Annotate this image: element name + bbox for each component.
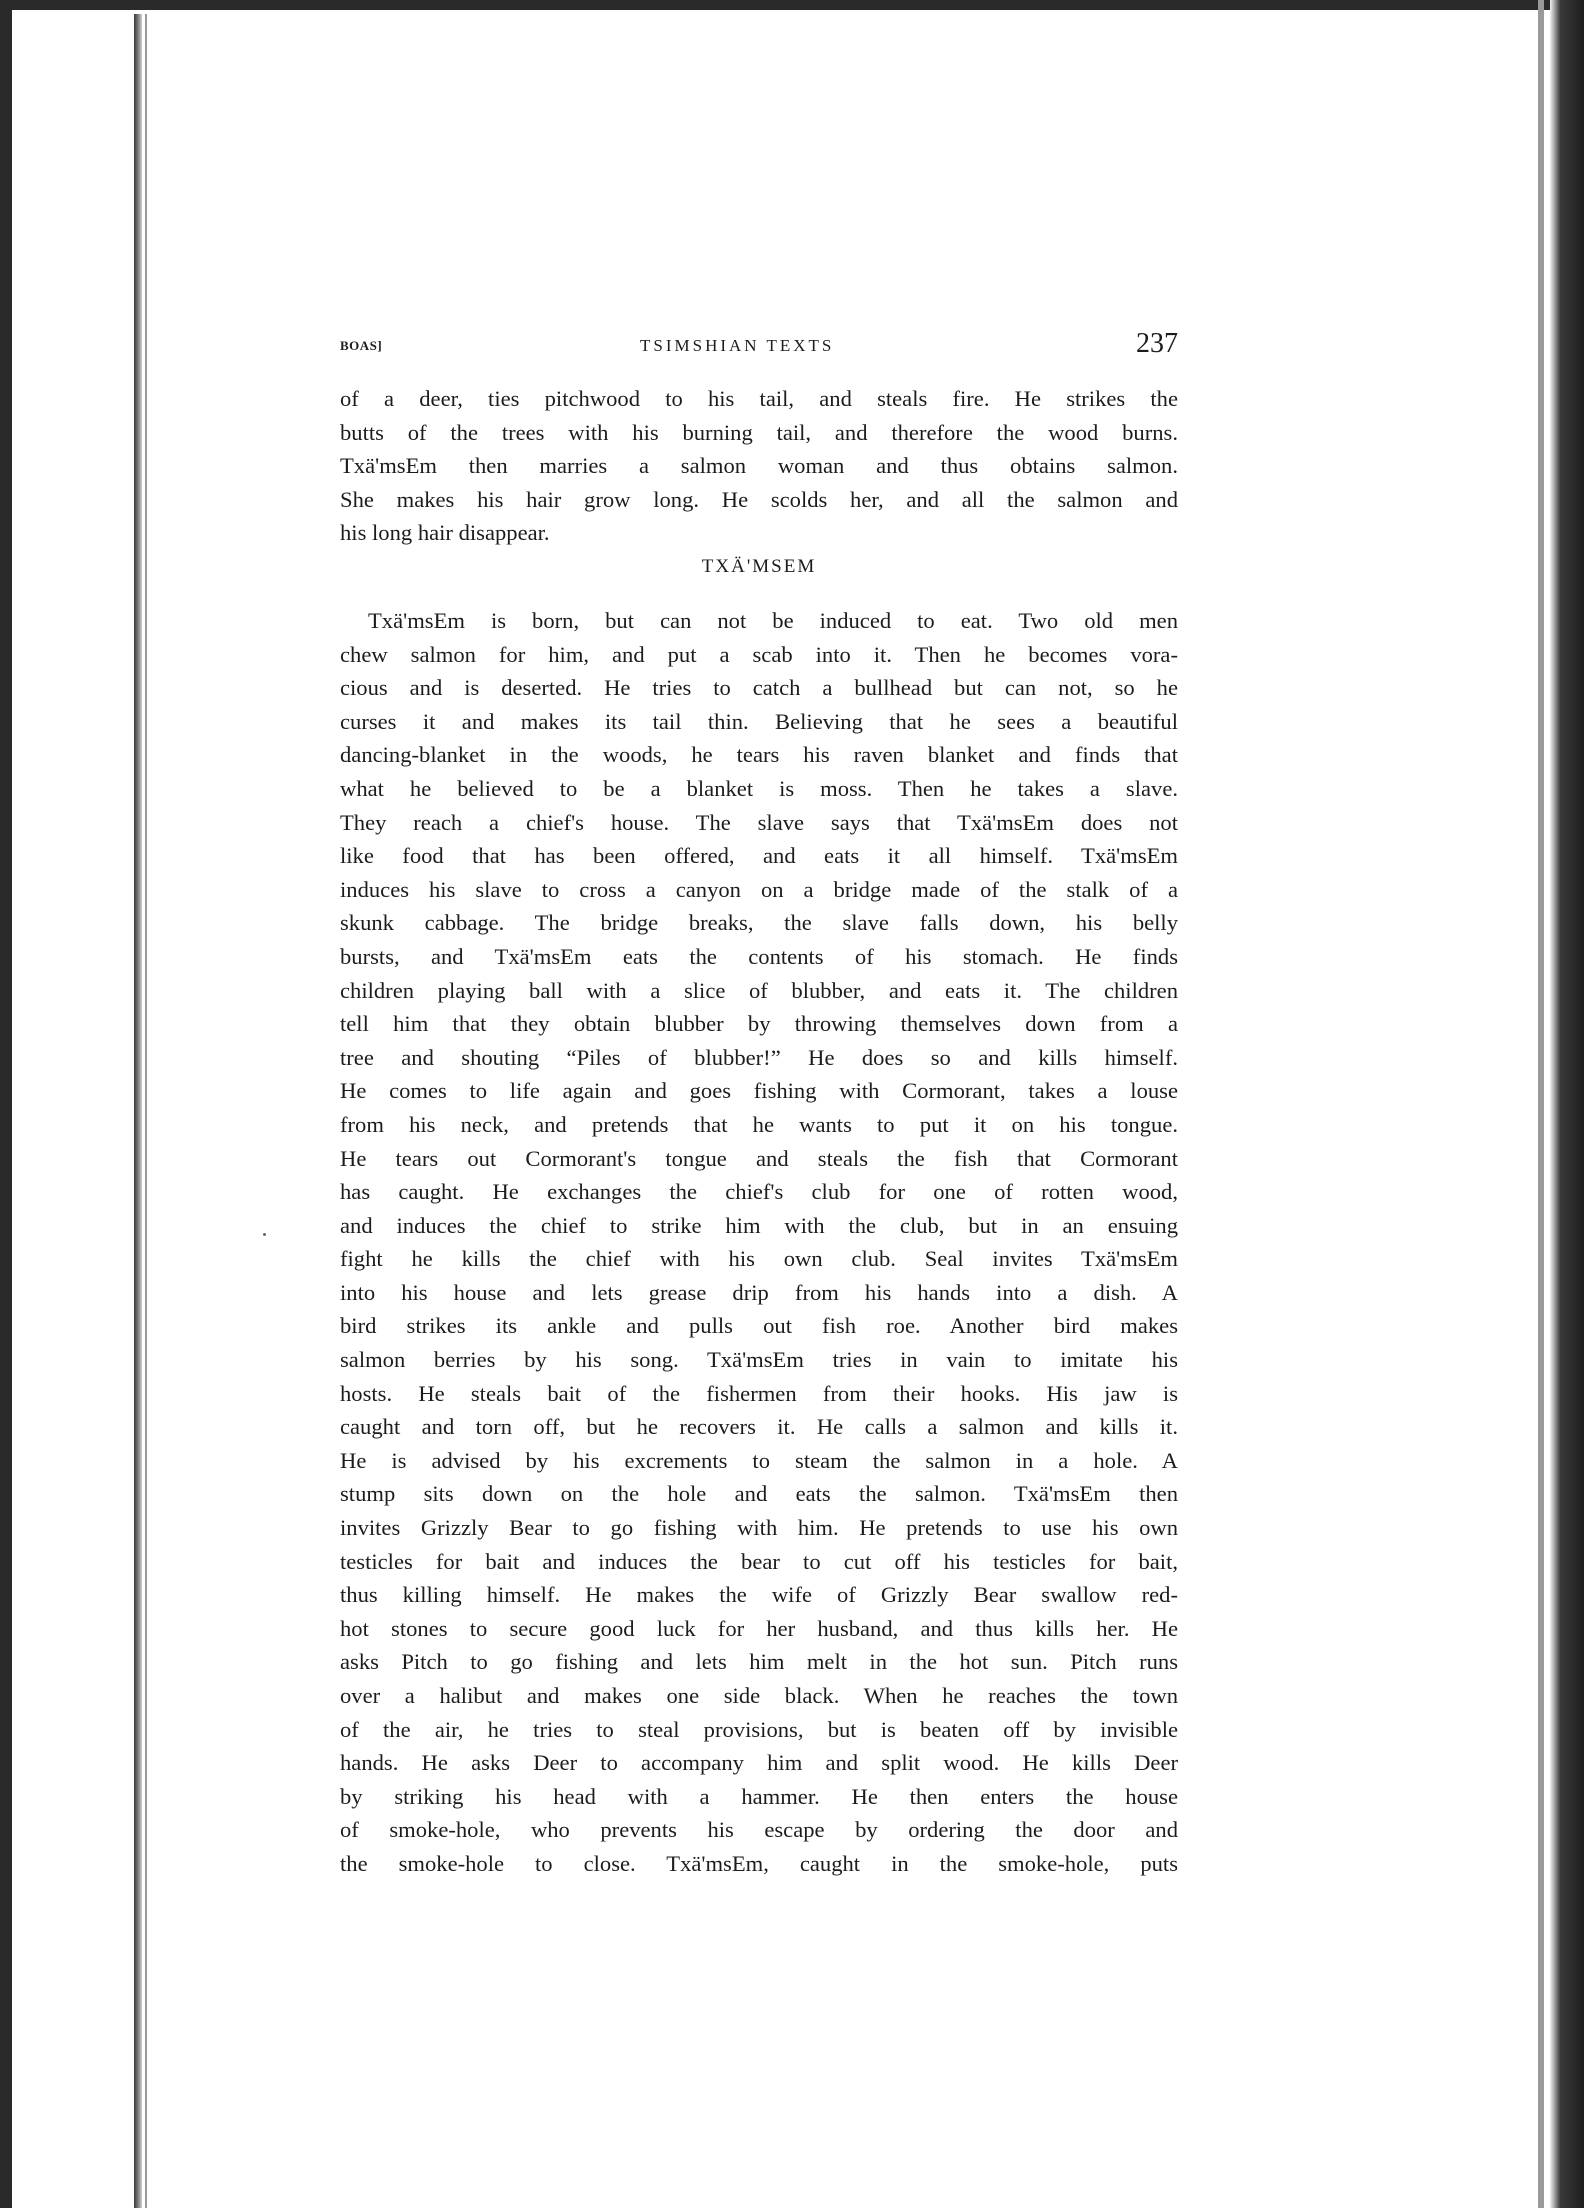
text-line: the smoke-hole to close. Txä'msEm, caught in the smoke-hole, puts [340, 1850, 1178, 1876]
text-line: hot stones to secure good luck for her husband, and thus kills her. He [340, 1615, 1178, 1641]
text-line: over a halibut and makes one side black. When he reaches the town [340, 1683, 1178, 1708]
section-heading: TXÄ'MSEM [701, 556, 817, 577]
text-line: thus killing himself. He makes the wife of Grizzly Bear swallow red- [340, 1582, 1178, 1608]
text-line: bursts, and Txä'msEm eats the contents of his stomach. He finds [340, 943, 1178, 969]
text-line: and induces the chief to strike him with the club, but in an ensuing [340, 1212, 1178, 1238]
text-line: like food that has been offered, and eats it all himself. Txä'msEm [340, 843, 1178, 869]
text-line: curses it and makes its tail thin. Believing that he sees a beautiful [340, 708, 1178, 734]
text-line: children playing ball with a slice of blubber, and eats it. The children [340, 977, 1178, 1003]
text-line: He tears out Cormorant's tongue and steals the fish that Cormorant [340, 1145, 1178, 1171]
text-line: They reach a chief's house. The slave says that Txä'msEm does not [340, 809, 1178, 835]
text-line: what he believed to be a blanket is moss. Then he takes a slave. [340, 775, 1178, 801]
text-line: invites Grizzly Bear to go fishing with him. He pretends to use his own [340, 1515, 1178, 1541]
text-line: He is advised by his excrements to steam the salmon in a hole. A [340, 1447, 1178, 1473]
text-line: induces his slave to cross a canyon on a bridge made of the stalk of a [340, 876, 1178, 902]
text-line: caught and torn off, but he recovers it. He calls a salmon and kills it. [340, 1414, 1178, 1440]
text-line: She makes his hair grow long. He scolds her, and all the salmon and [340, 486, 1178, 512]
header-author: BOAS] [340, 338, 383, 353]
text-line: asks Pitch to go fishing and lets him melt in the hot sun. Pitch runs [340, 1649, 1178, 1675]
text-line: tell him that they obtain blubber by throwing themselves down from a [340, 1011, 1178, 1037]
text-line: by striking his head with a hammer. He then enters the house [340, 1783, 1178, 1809]
page-edge-shadow-left [134, 14, 142, 2208]
text-line: butts of the trees with his burning tail, and therefore the wood burns. [340, 419, 1178, 445]
page-edge-line-left [145, 14, 147, 2208]
text-line: hands. He asks Deer to accompany him and split wood. He kills Deer [340, 1750, 1178, 1776]
text-line: skunk cabbage. The bridge breaks, the slave falls down, his belly [340, 910, 1178, 936]
scan-border-top [0, 0, 1584, 10]
text-line: Txä'msEm is born, but can not be induced to eat. Two old men [368, 608, 1178, 633]
text-line: He comes to life again and goes fishing with Cormorant, takes a louse [340, 1078, 1178, 1104]
scan-speck [263, 1233, 266, 1236]
text-line: of the air, he tries to steal provisions, but is beaten off by invisible [340, 1716, 1178, 1742]
text-line: Txä'msEm then marries a salmon woman and thus obtains salmon. [340, 453, 1178, 479]
text-line: his long hair disappear. [340, 520, 550, 546]
text-line: into his house and lets grease drip from his hands into a dish. A [340, 1279, 1178, 1305]
paragraph-2 [340, 604, 1178, 1881]
paragraph-1 [340, 382, 1178, 550]
text-line: of a deer, ties pitchwood to his tail, and steals fire. He strikes the [340, 386, 1178, 411]
text-line: stump sits down on the hole and eats the salmon. Txä'msEm then [340, 1481, 1178, 1507]
text-line: testicles for bait and induces the bear to cut off his testicles for bait, [340, 1548, 1178, 1574]
page-edge-line-right [1538, 0, 1544, 2208]
scan-border-left [0, 0, 12, 2208]
text-line: bird strikes its ankle and pulls out fish roe. Another bird makes [340, 1313, 1178, 1339]
text-line: dancing-blanket in the woods, he tears his raven blanket and finds that [340, 742, 1178, 768]
text-line: cious and is deserted. He tries to catch a bullhead but can not, so he [340, 675, 1178, 701]
text-line: hosts. He steals bait of the fishermen from their hooks. His jaw is [340, 1380, 1178, 1406]
text-line: fight he kills the chief with his own club. Seal invites Txä'msEm [340, 1246, 1178, 1272]
page-number: 237 [1136, 328, 1178, 359]
text-line: tree and shouting “Piles of blubber!” He does so and kills himself. [340, 1044, 1178, 1070]
header-title: TSIMSHIAN TEXTS [640, 336, 835, 355]
running-header [340, 328, 1178, 362]
text-line: chew salmon for him, and put a scab into it. Then he becomes vora- [340, 641, 1178, 667]
text-line: from his neck, and pretends that he wants to put it on his tongue. [340, 1111, 1178, 1137]
scan-border-right [1550, 0, 1584, 2208]
text-line: has caught. He exchanges the chief's club for one of rotten wood, [340, 1179, 1178, 1205]
text-line: of smoke-hole, who prevents his escape by ordering the door and [340, 1817, 1178, 1843]
text-line: salmon berries by his song. Txä'msEm tries in vain to imitate his [340, 1347, 1178, 1373]
